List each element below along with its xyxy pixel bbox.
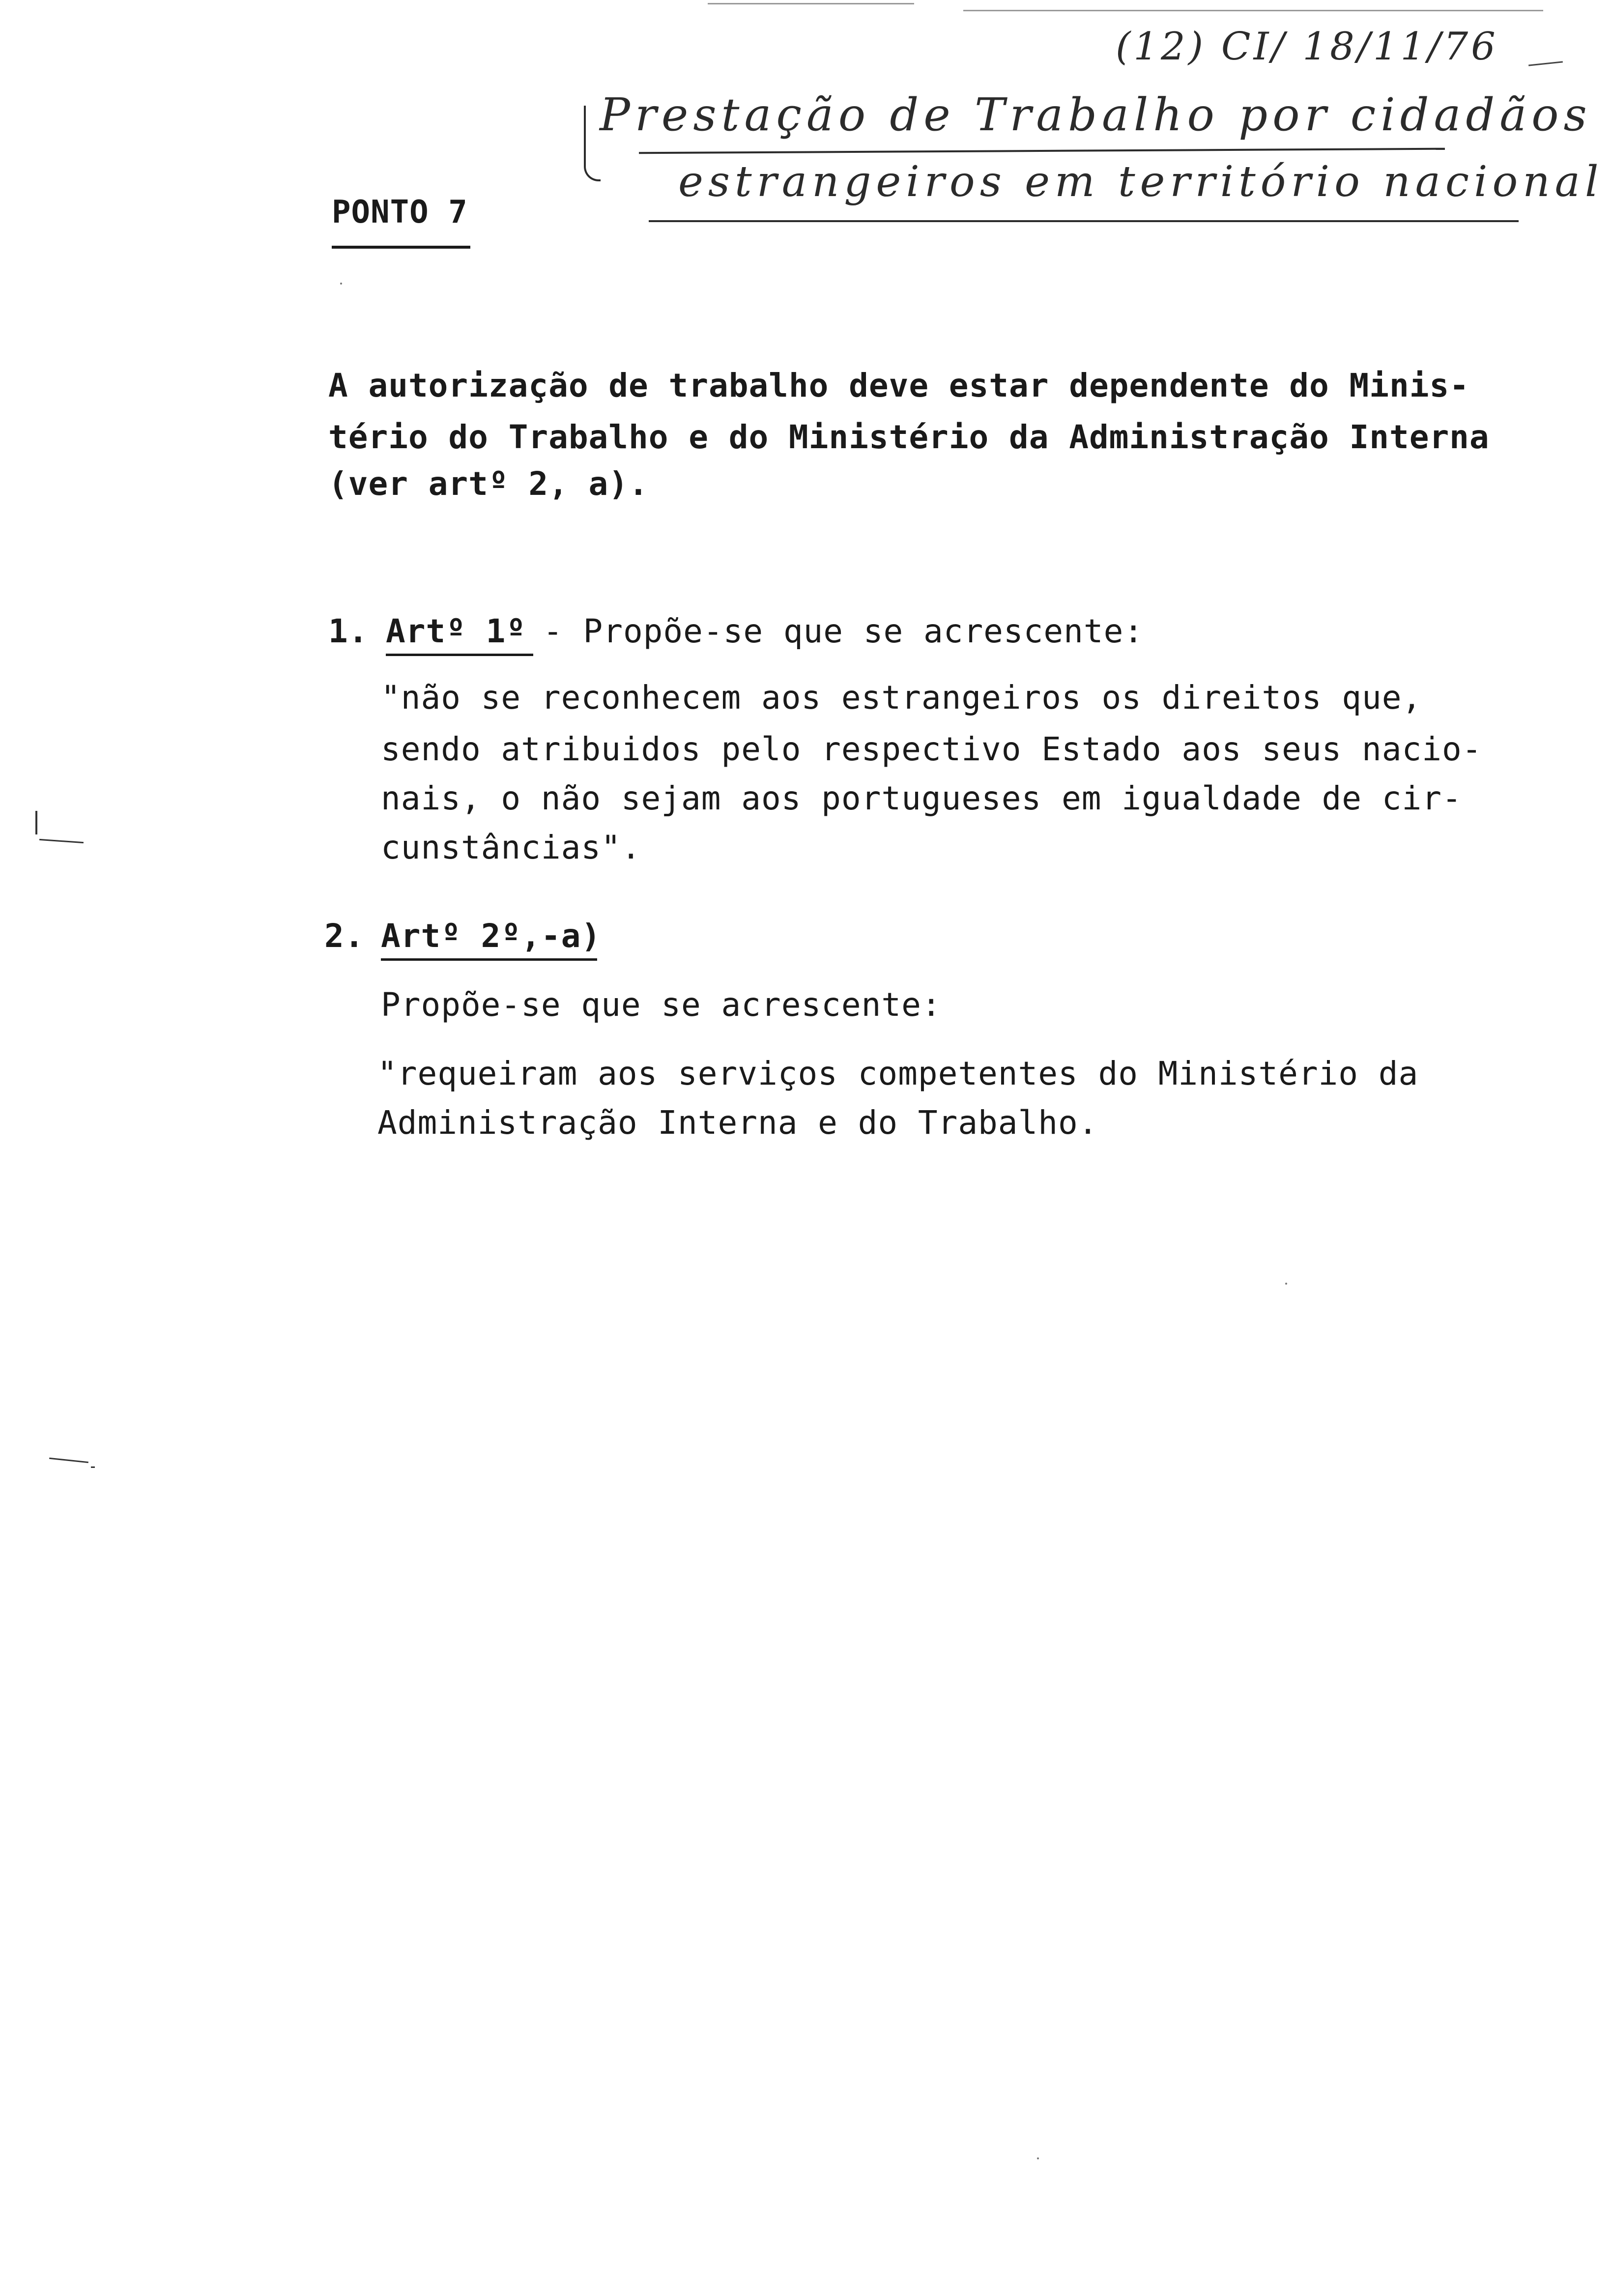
margin-mark bbox=[91, 1466, 95, 1468]
handwritten-reference: (12) CI/ 18/11/76 bbox=[1116, 25, 1498, 69]
intro-line-3: (ver artº 2, a). bbox=[328, 465, 649, 503]
handwritten-underline bbox=[639, 148, 1445, 154]
item-1-quote-line-4: cunstâncias". bbox=[381, 829, 641, 866]
scan-artifact-line bbox=[963, 10, 1543, 11]
section-heading: PONTO 7 bbox=[332, 194, 468, 230]
handwritten-dash bbox=[1528, 61, 1563, 66]
margin-mark bbox=[35, 811, 37, 834]
intro-line-1: A autorização de trabalho deve estar dependente do Minis- bbox=[328, 367, 1469, 404]
margin-mark bbox=[39, 839, 84, 843]
handwritten-title-line2: estrangeiros em território nacional bbox=[678, 157, 1604, 206]
scan-speck bbox=[1285, 1283, 1287, 1285]
margin-mark bbox=[49, 1458, 88, 1463]
scan-artifact-line bbox=[708, 3, 914, 4]
item-2-quote-line-2: Administração Interna e do Trabalho. bbox=[377, 1104, 1098, 1142]
handwritten-title-line1: Prestação de Trabalho por cidadãos bbox=[600, 88, 1592, 141]
item-1-number: 1. bbox=[328, 612, 369, 650]
item-2-article: Artº 2º,-a) bbox=[381, 917, 602, 955]
intro-line-2: tério do Trabalho e do Ministério da Administração Interna bbox=[328, 418, 1490, 456]
item-2-number: 2. bbox=[324, 917, 365, 955]
item-1-article-underline bbox=[386, 654, 533, 656]
item-1-quote-line-1: "não se reconhecem aos estrangeiros os direitos que, bbox=[381, 679, 1422, 717]
handwritten-bracket bbox=[584, 106, 601, 181]
item-1-lead: - Propõe-se que se acrescente: bbox=[543, 612, 1144, 650]
item-1-article: Artº 1º bbox=[386, 612, 526, 650]
scan-speck bbox=[340, 283, 342, 285]
handwritten-underline bbox=[649, 220, 1519, 222]
item-1-quote-line-2: sendo atribuidos pelo respectivo Estado aos seus nacio- bbox=[381, 730, 1482, 768]
heading-underline bbox=[332, 246, 470, 249]
item-1-quote-line-3: nais, o não sejam aos portugueses em igualdade de cir- bbox=[381, 779, 1462, 817]
item-2-article-underline bbox=[381, 958, 597, 961]
scan-speck bbox=[1037, 2157, 1039, 2159]
item-2-quote-line-1: "requeiram aos serviços competentes do Ministério da bbox=[377, 1055, 1419, 1092]
item-2-lead: Propõe-se que se acrescente: bbox=[381, 986, 942, 1024]
